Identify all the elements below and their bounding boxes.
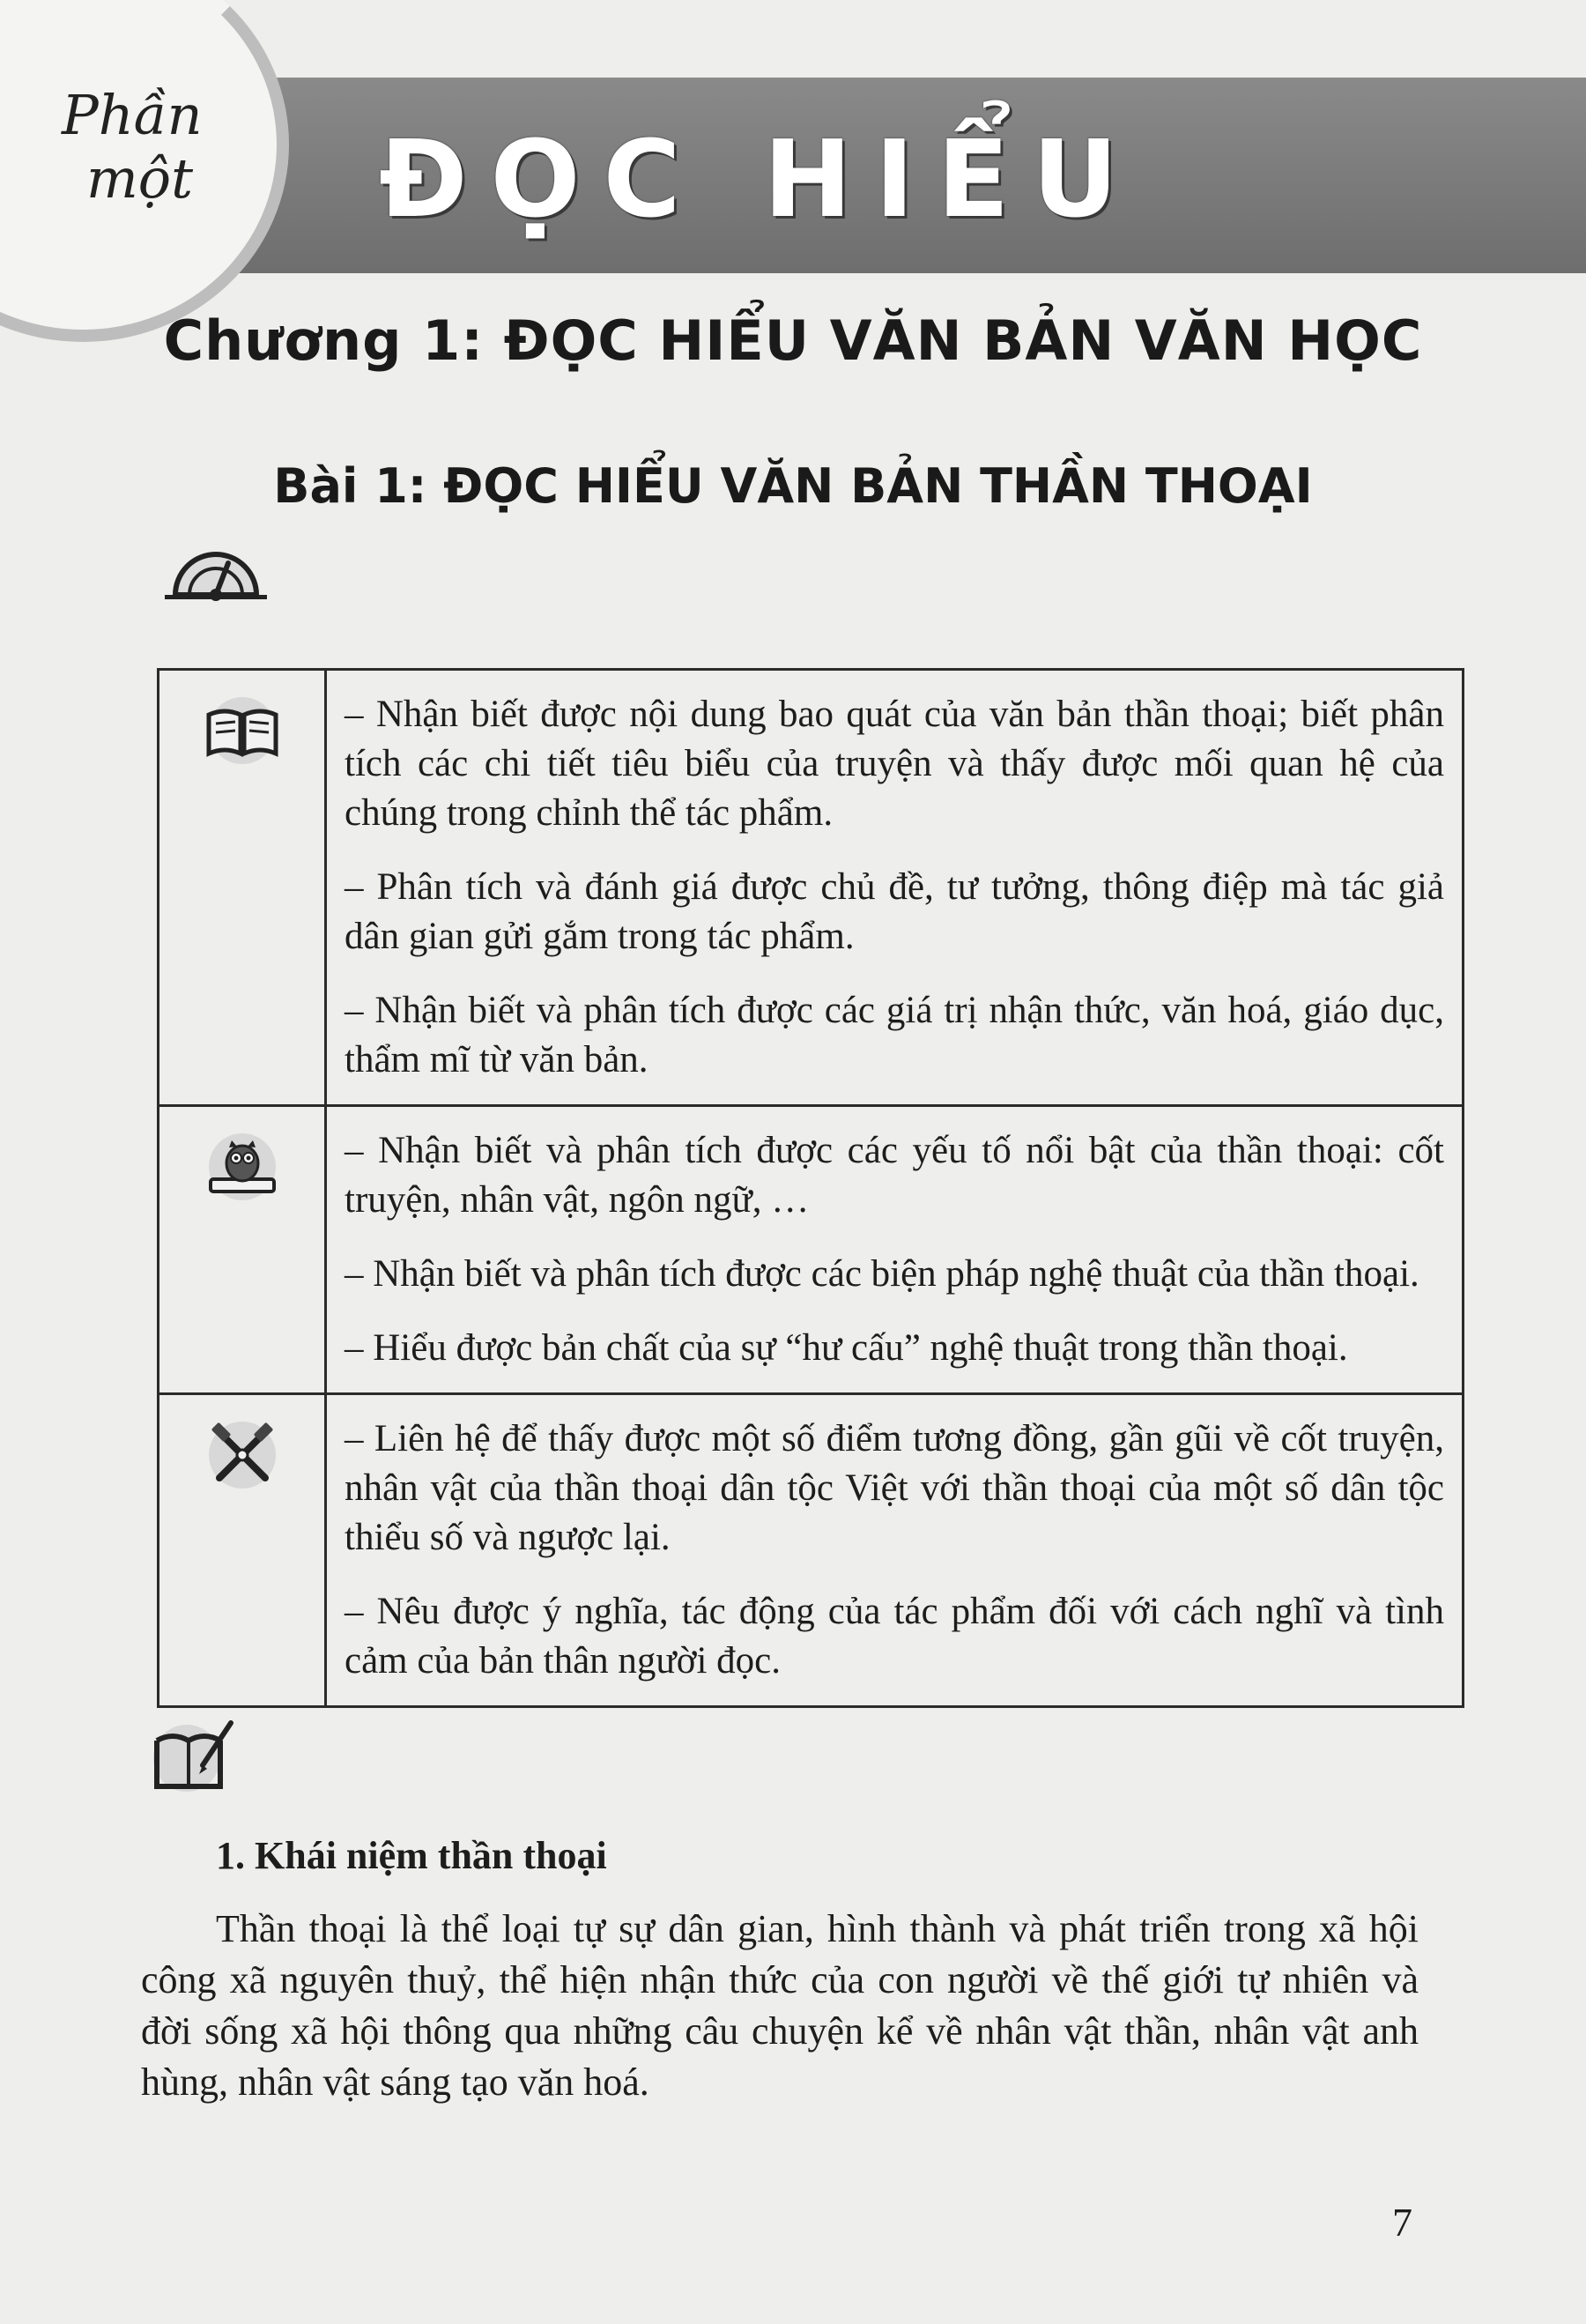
owl-on-book-icon [198, 1132, 286, 1202]
objective-item: – Hiểu được bản chất của sự “hư cấu” nghệ thuật trong thần thoại. [345, 1327, 1348, 1369]
part-label-line1: Phần [62, 83, 203, 147]
objectives-text-cell [326, 1394, 1464, 1707]
open-book-icon [198, 695, 286, 766]
target-icon [163, 524, 269, 604]
objectives-table [157, 668, 1464, 1708]
part-title: ĐỌC HIỂU [379, 119, 1141, 241]
objective-item: – Phân tích và đánh giá được chủ đề, tư tưởng, thông điệp mà tác giả dân gian gửi gắm trong tác phẩm. [345, 866, 1444, 957]
objectives-icon-cell [159, 1106, 326, 1394]
objective-item: – Nhận biết và phân tích được các yếu tố nổi bật của thần thoại: cốt truyện, nhân vật, ngôn ngữ, … [345, 1130, 1444, 1221]
part-label [62, 84, 220, 211]
objectives-text-cell [326, 1106, 1464, 1394]
objectives-icon-cell [159, 1394, 326, 1707]
section-paragraph: Thần thoại là thể loại tự sự dân gian, hình thành và phát triển trong xã hội công xã nguyên thuỷ, thể hiện nhận thức của con người về thế giới tự nhiên và đời sống xã hội thông qua những câu chuyện kể về nhân vật thần, nhân vật anh hùng, nhân vật sáng tạo văn hoá. [141, 1907, 1419, 2104]
page-number: 7 [1392, 2200, 1412, 2245]
objectives-icon-cell [159, 670, 326, 1106]
objective-item: – Nhận biết được nội dung bao quát của văn bản thần thoại; biết phân tích các chi tiết tiêu biểu của truyện và thấy được mối quan hệ của chúng trong chỉnh thể tác phẩm. [345, 694, 1444, 834]
section-heading: 1. Khái niệm thần thoại [216, 1834, 607, 1877]
objectives-row-application [159, 1394, 1464, 1707]
part-label-line2: một [86, 146, 194, 211]
lesson-title: Bài 1: ĐỌC HIỂU VĂN BẢN THẦN THOẠI [273, 458, 1313, 514]
chapter-title: Chương 1: ĐỌC HIỂU VĂN BẢN VĂN HỌC [163, 308, 1423, 373]
book-pen-icon [150, 1714, 238, 1793]
objectives-row-skills [159, 1106, 1464, 1394]
objectives-row-knowledge [159, 670, 1464, 1106]
objective-item: – Nêu được ý nghĩa, tác động của tác phẩm đối với cách nghĩ và tình cảm của bản thân người đọc. [345, 1591, 1444, 1682]
crossed-tools-icon [198, 1420, 286, 1490]
objective-item: – Liên hệ để thấy được một số điểm tương đồng, gần gũi về cốt truyện, nhân vật của thần thoại dân tộc Việt với thần thoại của một số dân tộc thiểu số và ngược lại. [345, 1418, 1444, 1558]
objective-item: – Nhận biết và phân tích được các giá trị nhận thức, văn hoá, giáo dục, thẩm mĩ từ văn bản. [345, 990, 1444, 1080]
objective-item: – Nhận biết và phân tích được các biện pháp nghệ thuật của thần thoại. [345, 1253, 1419, 1295]
objectives-text-cell [326, 670, 1464, 1106]
